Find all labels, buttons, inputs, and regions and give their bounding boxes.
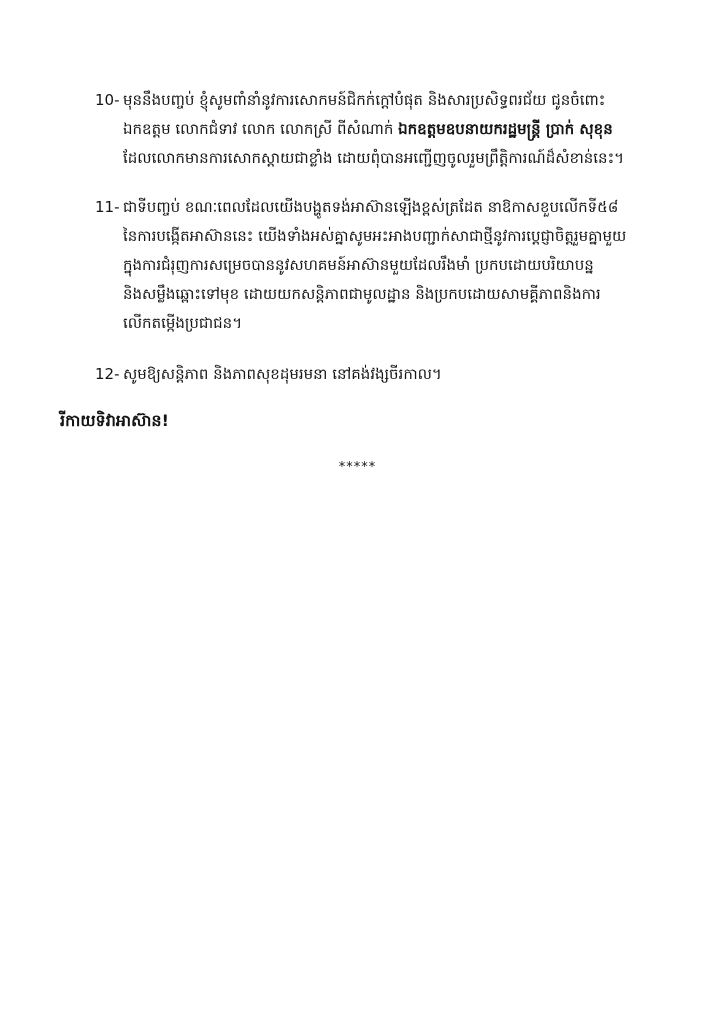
- paragraph-body: [123, 193, 665, 338]
- paragraph-line: លើកតម្កើងប្រជាជន។: [123, 314, 243, 332]
- paragraph-line: នៃការបង្កើតអាស៊ាននេះ យើងទាំងអស់គ្នាសូមអះអាងបញ្ជាក់សាជាថ្មីនូវការប្តេជ្ញាចិត្តរួមគ្នាមួយ: [123, 227, 627, 245]
- end-separator: *****: [338, 460, 377, 475]
- paragraph-body: [123, 86, 665, 173]
- paragraph-line: មុននឹងបញ្ចប់ ខ្ញុំសូមពាំនាំនូវការសោកមន៍ជិកក់ក្តៅបំផុត និងសារប្រសិទ្ធពរជ័យ ជូនចំពោះ: [123, 91, 606, 109]
- paragraph-12: [95, 360, 665, 389]
- paragraph-line: [123, 115, 665, 144]
- paragraph-line: ដែលលោកមានការសោកស្តាយជាខ្លាំង ដោយពុំបានអញ្ជើញចូលរួមព្រឹត្តិការណ៍ដ៏សំខាន់នេះ។: [123, 149, 625, 167]
- closing-greeting: រីកាយទិវាអាស៊ាន!: [60, 411, 169, 430]
- paragraph-body: [123, 360, 665, 389]
- paragraph-10: [95, 86, 665, 173]
- deputy-pm-name: ឯកឧត្តមឧបនាយករដ្ឋមន្ត្រី ប្រាក់ សុខុន: [398, 120, 613, 138]
- paragraph-number: 12-: [95, 365, 120, 383]
- paragraph-11: [95, 193, 665, 338]
- paragraph-number: 10-: [95, 91, 120, 109]
- paragraph-line-text: ឯកឧត្តម លោកជំទាវ លោក លោកស្រី ពីសំណាក់: [123, 120, 399, 138]
- paragraph-line: ក្នុងការជំរុញការសម្រេចបាននូវសហគមន៍អាស៊ានមួយដែលរឹងមាំ ប្រកបដោយបរិយាបន្ន: [123, 256, 594, 274]
- paragraph-number: 11-: [95, 198, 120, 216]
- paragraph-line: ជាទីបញ្ចប់ ខណៈពេលដែលយើងបង្ហូតទង់អាស៊ានឡើងខ្ពស់ត្រដែត នាឱកាសខួបលើកទី៥៨: [123, 198, 619, 216]
- paragraph-line: និងសម្លឹងឆ្ពោះទៅមុខ ដោយយកសន្តិភាពជាមូលដ្ឋាន និងប្រកបដោយសាមគ្គីភាពនិងការ: [123, 285, 601, 303]
- paragraph-line: សូមឱ្យសន្តិភាព និងភាពសុខដុមរមនា នៅគង់វង្សចីរកាល។: [123, 365, 442, 383]
